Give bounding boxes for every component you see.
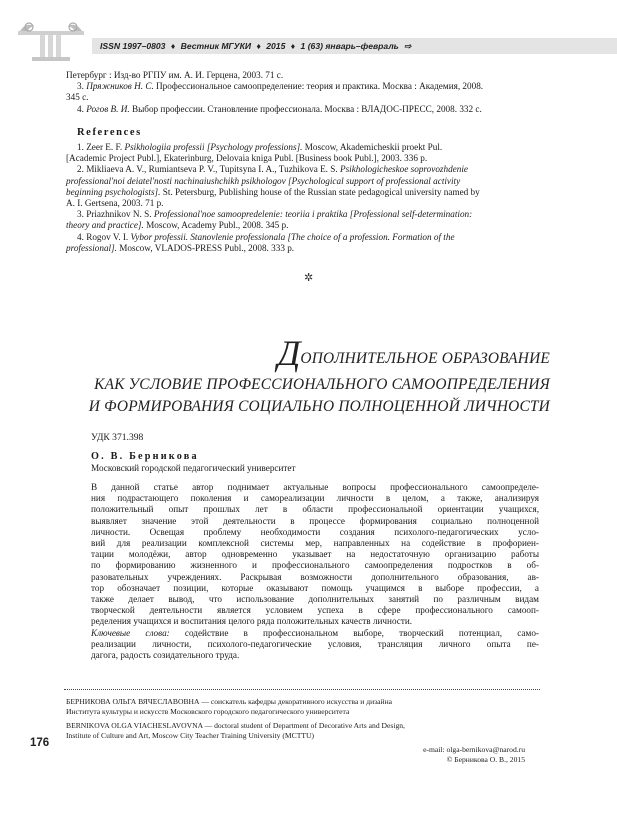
reference-item: 2. Mikliaeva A. V., Rumiantseva P. V., Tupitsyna I. A., Tuzhikova E. S. Psikhologicheskoe soprovozhdenie	[77, 164, 468, 175]
section-star-icon: ✲	[304, 272, 314, 284]
abstract-line: тор обозначает позиции, которые оказывают помощь учащимся в выборе профессии, а	[91, 582, 539, 593]
journal-logo	[14, 14, 88, 64]
abstract-line: ния подрастающего поколения и самореализации личности в целом, а также, анализируя	[91, 493, 539, 504]
abstract-line: тации молодёжи, автор одновременно указывает на недостаточную организацию работы	[91, 549, 539, 560]
keywords: Ключевые слова: содействие в профессиональном выборе, творческий потенциал, само-	[91, 627, 539, 638]
title-line-3: И ФОРМИРОВАНИЯ СОЦИАЛЬНО ПОЛНОЦЕННОЙ ЛИЧНОСТИ	[88, 398, 550, 415]
abstract-line: ределения учащихся и воспитания целого ряда положительных качеств личности.	[91, 616, 413, 627]
article-title	[70, 333, 550, 373]
separator-icon: ♦	[290, 41, 296, 51]
separator-icon: ♦	[170, 41, 176, 51]
abstract: В данной статье автор поднимает актуальные вопросы профессионального самоопределе- ния подрастающего поколения и самореализации личности в целом, а также, анализируя положительный опыт прошлых лет в области профессиональной ориентации учащихся, выявляет значение этой деятельности в процессе формирования социально полноценной личности. Освещая проблему необходимости создания психолого-педагогических усло- вий для реализации комплексной системы мер, направленных на содействие в профориен- тации молодёжи, автор одновременно указывает на недостаточную организацию работы по формированию жизненного и профессионального самоопределения подростков в об- разовательных учреждениях. Раскрывая возможности дополнительного образования, ав- тор обозначает позиции, которые оказывают помощь учащимся в выборе профессии, а также делает вывод, что использование дополнительных занятий по различным видам творческой деятельности является условием успеха в сфере профессионального самооп- ределения учащихся и воспитания целого ряда положительных качеств личности. Ключевые слова: содействие в профессиональном выборе, творческий потенциал, само- реализации личности, психолого-педагогические условия, трансляция личного опыта пе- дагога, радость созидательного труда.	[91, 482, 539, 661]
abstract-line: выявляет значение этой деятельности в процессе формирования социально полноценной	[91, 515, 539, 526]
issue: 1 (63) январь–февраль	[300, 41, 399, 51]
author-affiliation: Московский городской педагогический университет	[91, 463, 296, 473]
ru-references	[66, 70, 539, 115]
ref-continuation: Петербург : Изд-во РГПУ им. А. И. Герцена, 2003. 71 с.	[66, 70, 284, 80]
abstract-line: вий для реализации комплексной системы мер, направленных на содействие в профориен-	[91, 538, 539, 549]
author-info-en: BERNIKOVA OLGA VIACHESLAVOVNA — doctoral student of Department of Decorative Arts and Design, Institute of Culture and Art, Moscow City Teacher Training University (MCTTU)	[66, 721, 405, 740]
issn: ISSN 1997–0803	[100, 41, 166, 51]
ref-item: 4. Рогов В. И. Выбор профессии. Становление профессионала. Москва : ВЛАДОС-ПРЕСС, 2008. 332 с.	[77, 103, 482, 114]
references-title: References	[77, 127, 142, 138]
ref-item-cont: 345 с.	[66, 92, 89, 103]
abstract-line: В данной статье автор поднимает актуальные вопросы профессионального самоопределе-	[91, 482, 539, 492]
ref-item: 3. Пряжников Н. С. Профессиональное самоопределение: теория и практика. Москва : Академия, 2008.	[77, 81, 484, 92]
reference-item: 3. Priazhnikov N. S. Professional'noe samoopredelenie: teoriia i praktika [Professional self-determination:	[77, 209, 473, 220]
author-info-ru: БЕРНИКОВА ОЛЬГА ВЯЧЕСЛАВОВНА — соискатель кафедры декоративного искусства и дизайна Института культуры и искусств Московского городского педагогического университета	[66, 697, 393, 716]
reference-item: 1. Zeer E. F. Psikhologiia professii [Psychology professions]. Moscow, Akademicheskii proekt Pul.	[77, 142, 443, 152]
page-number: 176	[30, 737, 50, 749]
separator-icon: ♦	[256, 41, 261, 51]
reference-item: 4. Rogov V. I. Vybor professii. Stanovlenie professionala [The choice of a profession. Formation of the	[77, 231, 455, 242]
author-email: e-mail: olga-bernikova@narod.ru	[423, 745, 525, 754]
title-line-2: КАК УСЛОВИЕ ПРОФЕССИОНАЛЬНОГО САМООПРЕДЕЛЕНИЯ	[94, 376, 550, 393]
udk-code: УДК 371.398	[91, 432, 144, 443]
abstract-line: личности. Освещая проблему необходимости создания психолого-педагогических усло-	[91, 526, 539, 537]
copyright: © Берникова О. В., 2015	[446, 755, 525, 764]
abstract-line: разовательных учреждениях. Раскрывая возможности дополнительного образования, ав-	[91, 571, 539, 582]
abstract-line: по формированию жизненного и профессионального самоопределения подростков в об-	[91, 560, 539, 571]
journal-name: Вестник МГУКИ	[180, 41, 252, 51]
footer-divider	[64, 689, 540, 690]
abstract-line: также делает вывод, что использование дополнительных занятий по различным видам	[91, 594, 539, 605]
year: 2015	[266, 41, 286, 51]
keywords-label: Ключевые слова:	[91, 627, 170, 638]
title-dropcap: Д	[277, 333, 301, 373]
abstract-line: творческой деятельности является условием успеха в сфере профессионального самооп-	[91, 605, 539, 616]
author-name: О. В. Берникова	[91, 451, 199, 462]
title-line-1: ОПОЛНИТЕЛЬНОЕ ОБРАЗОВАНИЕ	[300, 350, 550, 367]
running-header	[100, 40, 414, 52]
arrow-icon: ⇨	[404, 41, 412, 51]
references-list: 1. Zeer E. F. Psikhologiia professii [Psychology professions]. Moscow, Akademicheskii proekt Pul. [Academic Project Publ.], Ekaterinburg, Delovaia kniga Publ. [Business book Publ.], 2003. 336 p. 2. Mikliaeva A. V., Rumiantseva P. V., Tupitsyna I. A., Tuzhikova E. S. Psikhologicheskoe soprovozhdenie professional'noi deiatel'nosti nachinaiushchikh psikhologov [Psychological support of professional activity beginning psychologists]. St. Petersburg, Publishing house of the Russian state pedagogical university named by A. I. Gertsena, 2003. 71 p. 3. Priazhnikov N. S. Professional'noe samoopredelenie: teoriia i praktika [Professional self-determination: theory and practice]. Moscow, Academy Publ., 2008. 345 p. 4. Rogov V. I. Vybor professii. Stanovlenie professionala [The choice of a profession. Formation of the professional]. Moscow, VLADOS-PRESS Publ., 2008. 333 p.	[66, 142, 539, 254]
abstract-line: положительный опыт прошлых лет в области профессиональной ориентации учащихся,	[91, 504, 539, 515]
